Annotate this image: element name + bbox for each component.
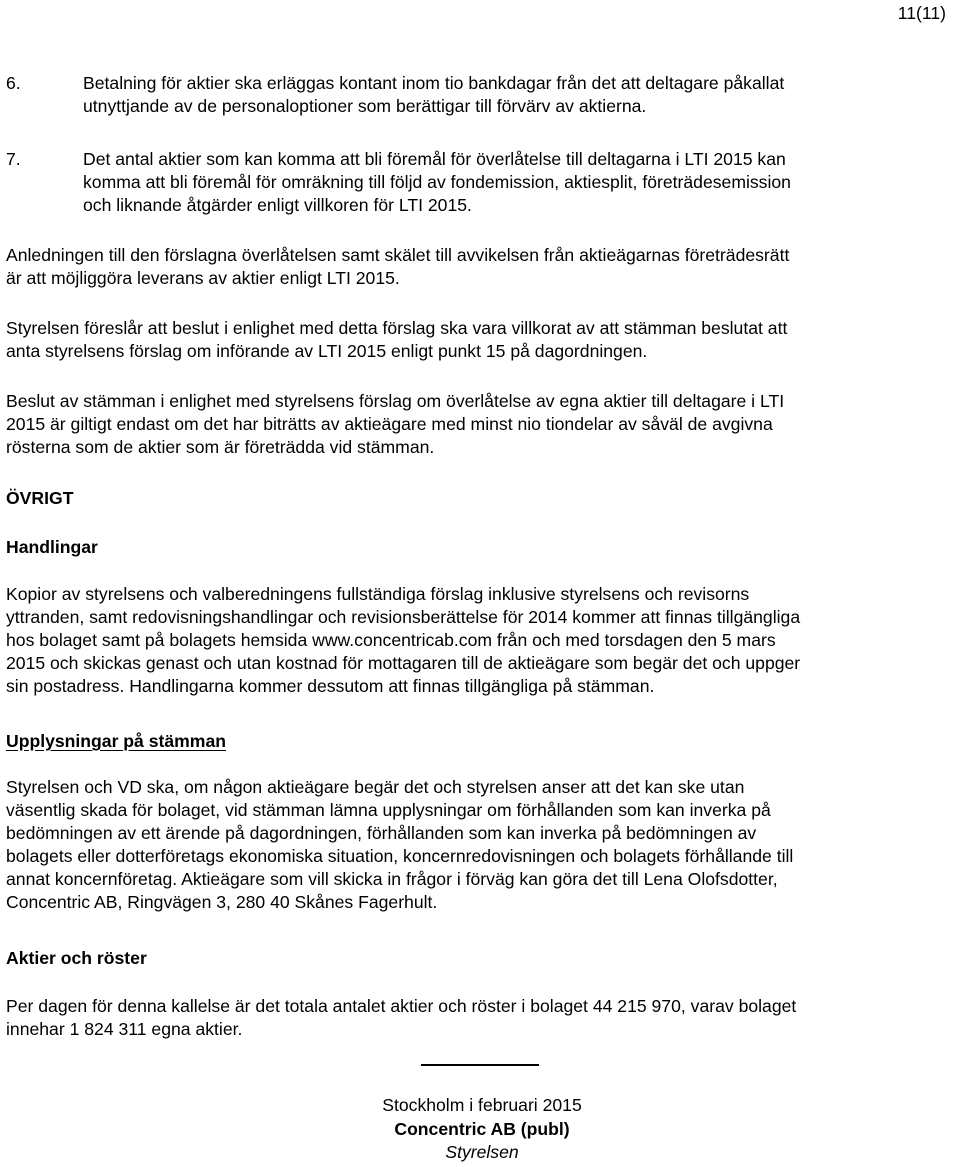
page-number: 11(11) [897, 3, 946, 23]
separator-rule [421, 1064, 539, 1066]
signature-signer: Styrelsen [445, 1142, 519, 1162]
heading-aktier: Aktier och röster [6, 948, 147, 968]
paragraph-upplysningar: Styrelsen och VD ska, om någon aktieägare begär det och styrelsen anser att det kan ske utan väsentlig skada för bolaget, vid stämman lämna upplysningar om förhållanden som kan inverka på bedömningen av ett ärende på dagordningen, förhållanden som kan inverka på bedömningen av bolagets eller dotterföretags ekonomiska situation, koncernredovisningen och bolagets förhållande till annat koncernföretag. Aktieägare som vill skicka in frågor i förväg kan göra det till Lena Olofsdotter, Concentric AB, Ringvägen 3, 280 40 Skånes Fagerhult. [6, 777, 794, 912]
list-item-text: Det antal aktier som kan komma att bli föremål för överlåtelse till deltagarna i LTI 2015 kan komma att bli föremål för omräkning till följd av fondemission, aktiesplit, företrädesemission och liknande åtgärder enligt villkoren för LTI 2015. [83, 149, 791, 215]
signature-company: Concentric AB (publ) [394, 1119, 570, 1139]
section-title: ÖVRIGT [6, 488, 74, 508]
paragraph-styrelsen-foreslar: Styrelsen föreslår att beslut i enlighet med detta förslag ska vara villkorat av att stämman beslutat att anta styrelsens förslag om införande av LTI 2015 enligt punkt 15 på dagordningen. [6, 318, 788, 361]
heading-handlingar: Handlingar [6, 537, 98, 557]
heading-upplysningar: Upplysningar på stämman [6, 731, 226, 751]
list-item-number: 7. [6, 149, 21, 169]
paragraph-handlingar: Kopior av styrelsens och valberedningens fullständiga förslag inklusive styrelsens och revisorns yttranden, samt redovisningshandlingar och revisionsberättelse för 2014 kommer att finnas tillgängliga hos bolaget samt på bolagets hemsida www.concentricab.com från och med torsdagen den 5 mars 2015 och skickas genast och utan kostnad för mottagaren till de aktieägare som begär det och uppger sin postadress. Handlingarna kommer dessutom att finnas tillgängliga på stämman. [6, 584, 801, 696]
list-item-text: Betalning för aktier ska erläggas kontant inom tio bankdagar från det att deltagare påkallat utnyttjande av de personaloptioner som berättigar till förvärv av aktierna. [83, 73, 785, 116]
paragraph-anledningen: Anledningen till den förslagna överlåtelsen samt skälet till avvikelsen från aktieägarnas företrädesrätt är att möjliggöra leverans av aktier enligt LTI 2015. [6, 245, 790, 288]
signature-place-date: Stockholm i februari 2015 [382, 1095, 582, 1115]
list-item-7 [6, 148, 956, 217]
paragraph-beslut: Beslut av stämman i enlighet med styrelsens förslag om överlåtelse av egna aktier till deltagare i LTI 2015 är giltigt endast om det har biträtts av aktieägare med minst nio tiondelar av såväl de avgivna rösterna som de aktier som är företrädda vid stämman. [6, 391, 785, 457]
list-item-6 [6, 72, 956, 118]
list-item-number: 6. [6, 73, 21, 93]
paragraph-aktier: Per dagen för denna kallelse är det totala antalet aktier och röster i bolaget 44 215 970, varav bolaget innehar 1 824 311 egna aktier. [6, 996, 797, 1039]
